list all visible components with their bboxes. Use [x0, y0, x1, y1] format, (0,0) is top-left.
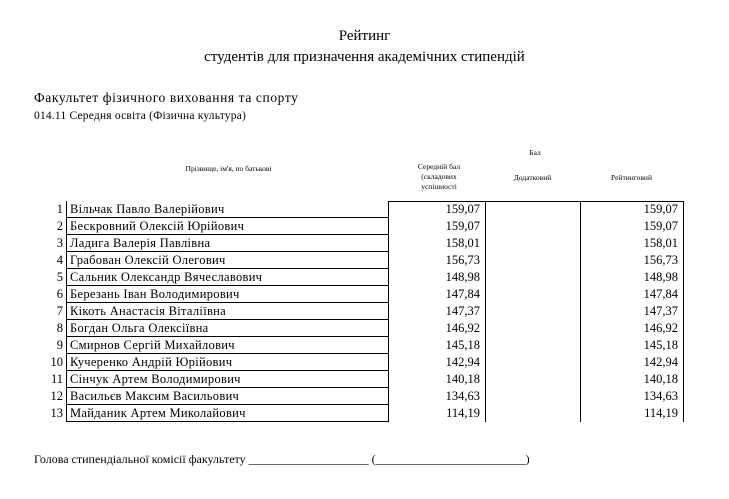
rating-score: 140,18: [643, 372, 678, 386]
rating-score: 156,73: [643, 253, 678, 267]
document-title: Рейтинг: [338, 28, 391, 44]
rating-score: 158,01: [643, 236, 678, 250]
average-score: 148,98: [445, 270, 480, 284]
column-divider: [683, 201, 684, 422]
table-row: [0, 405, 729, 422]
table-row: [0, 269, 729, 286]
average-score: 145,18: [445, 338, 480, 352]
student-name: Смирнов Сергій Михайлович: [70, 338, 235, 352]
student-name: Сінчук Артем Володимирович: [70, 372, 241, 386]
table-row: [0, 201, 729, 218]
average-score: 159,07: [445, 202, 480, 216]
rating-score: 145,18: [643, 338, 678, 352]
specialty-name: 014.11 Середня освіта (Фізична культура): [34, 110, 247, 122]
table-row: [0, 371, 729, 388]
column-divider: [580, 201, 581, 422]
table-row: [0, 320, 729, 337]
row-number: 10: [50, 355, 63, 369]
row-number: 12: [50, 389, 63, 403]
table-row: [0, 388, 729, 405]
average-score: 140,18: [445, 372, 480, 386]
student-name: Кікоть Анастасія Віталіївна: [70, 304, 227, 318]
row-number: 4: [56, 253, 63, 267]
rating-score: 147,37: [643, 304, 678, 318]
table-row: [0, 354, 729, 371]
student-name: Кучеренко Андрій Юрійович: [70, 355, 233, 369]
student-name: Майданик Артем Миколайович: [70, 406, 246, 420]
header-average-line2: (складових: [421, 172, 457, 181]
average-score: 142,94: [445, 355, 480, 369]
average-score: 147,37: [445, 304, 480, 318]
table-top-border: [388, 201, 683, 202]
column-divider: [388, 201, 389, 422]
row-number: 6: [56, 287, 63, 301]
header-average: [393, 162, 485, 192]
row-number: 11: [50, 372, 63, 386]
student-name: Бескровний Олексій Юрійович: [70, 219, 245, 233]
average-score: 114,19: [446, 406, 480, 420]
student-name: Вільчак Павло Валерійович: [70, 202, 225, 216]
row-number: 3: [56, 236, 63, 250]
rating-score: 159,07: [643, 202, 678, 216]
table-row: [0, 235, 729, 252]
rating-score: 146,92: [643, 321, 678, 335]
header-average-line3: успішності: [421, 182, 457, 191]
row-number: 5: [56, 270, 63, 284]
header-average-line1: Середній бал: [417, 162, 461, 171]
table-row: [0, 286, 729, 303]
row-number: 7: [56, 304, 63, 318]
row-number: 9: [56, 338, 63, 352]
student-name: Сальник Олександр Вячеславович: [70, 270, 263, 284]
average-score: 134,63: [445, 389, 480, 403]
average-score: 147,84: [445, 287, 480, 301]
student-name: Березань Іван Володимирович: [70, 287, 240, 301]
rating-score: 114,19: [644, 406, 678, 420]
row-number: 1: [56, 202, 63, 216]
rating-score: 147,84: [643, 287, 678, 301]
student-name: Богдан Ольга Олексіївна: [70, 321, 209, 335]
row-number: 8: [56, 321, 63, 335]
commission-head-signature: Голова стипендіальної комісії факультету ____________________ (_________________________): [34, 452, 530, 466]
column-divider: [66, 201, 67, 422]
average-score: 146,92: [445, 321, 480, 335]
row-divider: [66, 421, 388, 422]
header-additional: Додатковий: [513, 173, 552, 182]
table-row: [0, 303, 729, 320]
row-number: 13: [50, 406, 63, 420]
column-divider: [485, 201, 486, 422]
student-name: Грабован Олексій Олегович: [70, 253, 226, 267]
header-name: Прізвище, ім'я, по батькові: [185, 164, 272, 173]
average-score: 159,07: [445, 219, 480, 233]
table-row: [0, 252, 729, 269]
header-bal: Бал: [529, 148, 541, 157]
student-name: Васильєв Максим Васильович: [70, 389, 240, 403]
row-number: 2: [56, 219, 63, 233]
average-score: 158,01: [445, 236, 480, 250]
average-score: 156,73: [445, 253, 480, 267]
rating-score: 134,63: [643, 389, 678, 403]
document-subtitle: студентів для призначення академічних стипендій: [204, 49, 525, 65]
table-row: [0, 218, 729, 235]
student-name: Ладига Валерія Павлівна: [70, 236, 211, 250]
header-rating: Рейтинговий: [611, 173, 652, 182]
rating-score: 148,98: [643, 270, 678, 284]
rating-score: 142,94: [643, 355, 678, 369]
table-row: [0, 337, 729, 354]
faculty-name: Факультет фізичного виховання та спорту: [34, 90, 299, 105]
rating-score: 159,07: [643, 219, 678, 233]
